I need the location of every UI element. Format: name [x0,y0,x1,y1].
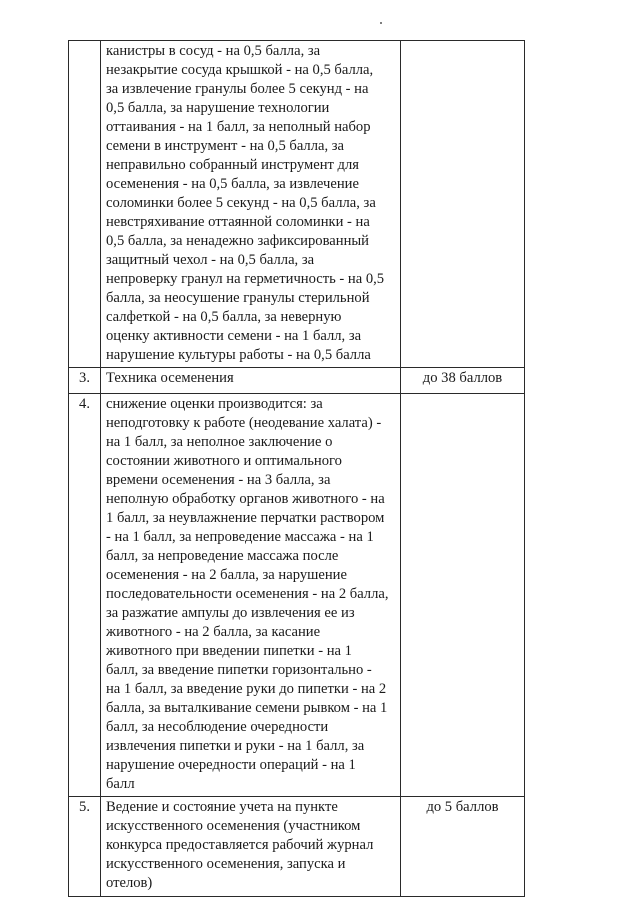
description-line: осеменения - на 0,5 балла, за извлечение [106,176,359,192]
row-score [401,394,525,797]
description-line: оттаивания - на 1 балл, за неполный набор [106,119,371,135]
description-line: последовательности осеменения - на 2 балла, [106,586,389,602]
row-score: до 5 баллов [401,797,525,897]
description-line: незакрытие сосуда крышкой - на 0,5 балла, [106,62,374,78]
table-row [69,41,525,368]
description-line: неправильно собранный инструмент для [106,157,359,173]
description-line: балл [106,776,135,792]
description-line: 1 балл, за неувлажнение перчатки раствором [106,510,385,526]
description-line: на 1 балл, за введение руки до пипетки - на 2 [106,681,387,697]
description-line: на 1 балл, за неполное заключение о [106,434,333,450]
description-line: искусственного осеменения, запуска и [106,856,346,872]
description-line: состоянии животного и оптимального [106,453,342,469]
description-line: неподготовку к работе (неодевание халата) - [106,415,382,431]
description-line: соломинки более 5 секунд - на 0,5 балла, за [106,195,376,211]
table-row [69,368,525,394]
row-description [101,41,401,368]
scan-speck [380,22,382,24]
description-line: оценку активности семени - на 1 балл, за [106,328,362,344]
description-line: времени осеменения - на 3 балла, за [106,472,331,488]
row-number: 3. [69,368,101,394]
description-line: за извлечение гранулы более 5 секунд - на [106,81,369,97]
description-line: защитный чехол - на 0,5 балла, за [106,252,315,268]
row-description [101,368,401,394]
description-line: искусственного осеменения (участником [106,818,361,834]
row-number: 4. [69,394,101,797]
description-line: 0,5 балла, за нарушение технологии [106,100,330,116]
description-line: животного при введении пипетки - на 1 [106,643,352,659]
table-row [69,797,525,897]
row-score [401,41,525,368]
description-line: 0,5 балла, за ненадежно зафиксированный [106,233,369,249]
description-line: балл, за непроведение массажа после [106,548,339,564]
description-line: салфеткой - на 0,5 балла, за неверную [106,309,342,325]
scoring-criteria-table [68,40,525,897]
row-number: 5. [69,797,101,897]
description-line: за разжатие ампулы до извлечения ее из [106,605,355,621]
description-line: снижение оценки производится: за [106,396,323,412]
description-line: семени в инструмент - на 0,5 балла, за [106,138,345,154]
row-description [101,797,401,897]
description-line: балла, за неосушение гранулы стерильной [106,290,370,306]
description-line: Ведение и состояние учета на пункте [106,799,338,815]
row-number [69,41,101,368]
description-line: отелов) [106,875,153,891]
description-line: неполную обработку органов животного - на [106,491,385,507]
description-line: балла, за выталкивание семени рывком - на 1 [106,700,388,716]
row-description [101,394,401,797]
description-line: осеменения - на 2 балла, за нарушение [106,567,347,583]
description-line: конкурса предоставляется рабочий журнал [106,837,374,853]
description-line: канистры в сосуд - на 0,5 балла, за [106,43,321,59]
description-line: нарушение очередности операций - на 1 [106,757,356,773]
description-line: балл, за несоблюдение очередности [106,719,329,735]
description-line: непроверку гранул на герметичность - на 0,5 [106,271,385,287]
row-score: до 38 баллов [401,368,525,394]
description-line: - на 1 балл, за непроведение массажа - на 1 [106,529,374,545]
table-row [69,394,525,797]
description-line: Техника осеменения [106,370,234,386]
description-line: нарушение культуры работы - на 0,5 балла [106,347,371,363]
description-line: извлечения пипетки и руки - на 1 балл, за [106,738,365,754]
description-line: животного - на 2 балла, за касание [106,624,321,640]
description-line: невстряхивание оттаянной соломинки - на [106,214,370,230]
description-line: балл, за введение пипетки горизонтально - [106,662,372,678]
